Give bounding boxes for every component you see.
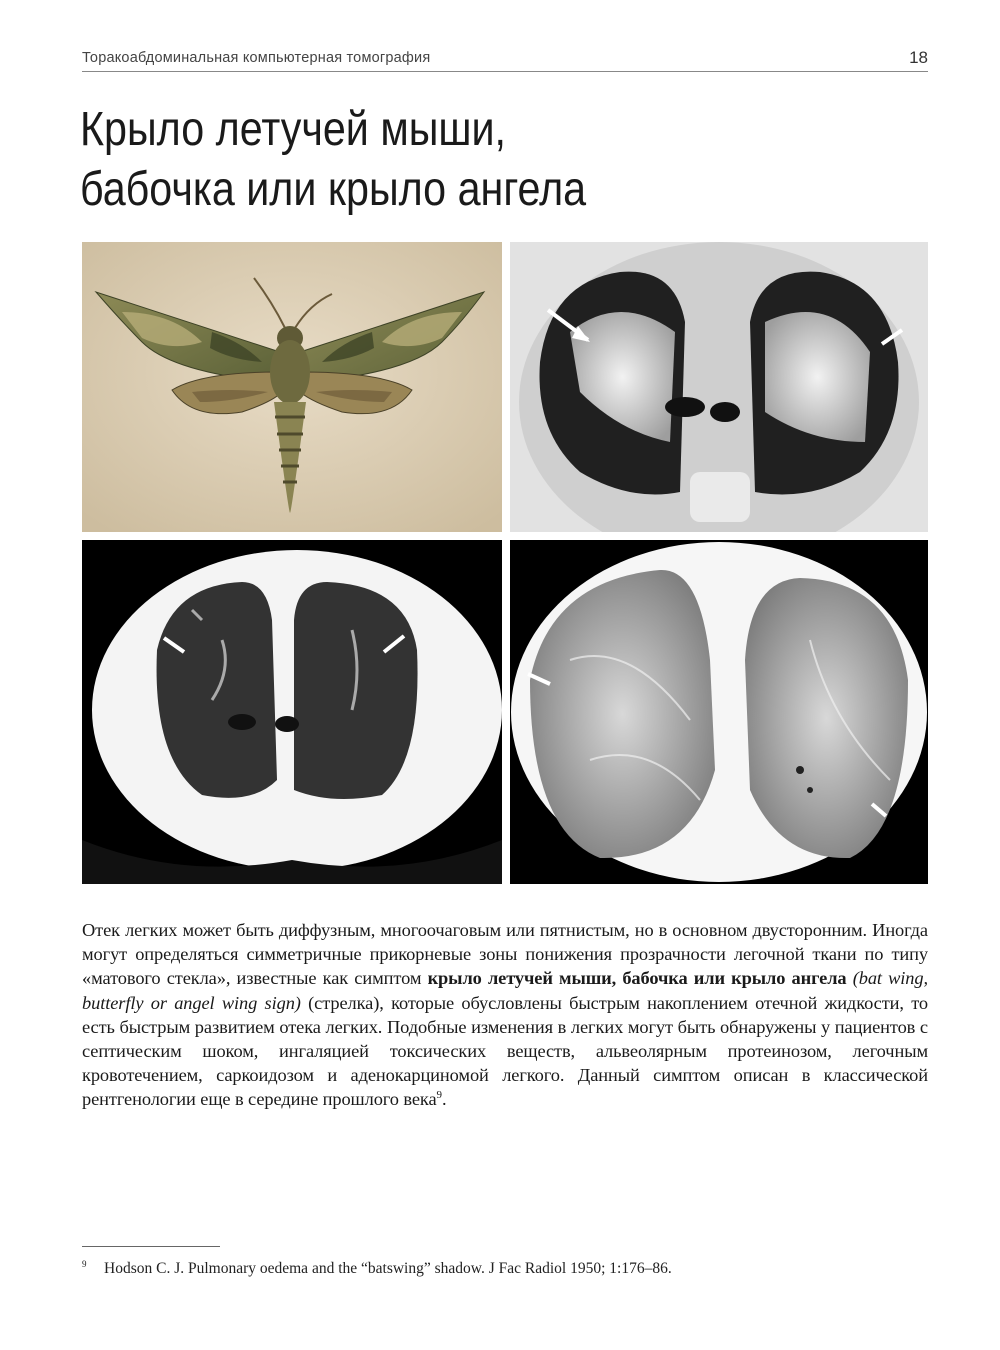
- term-bold: крыло летучей мыши, бабочка или крыло ангела: [427, 968, 847, 989]
- footnote: [82, 1254, 928, 1279]
- footnote-text: Hodson C. J. Pulmonary oedema and the “batswing” shadow. J Fac Radiol 1950; 1:176–86.: [104, 1260, 672, 1278]
- body-paragraph: [82, 918, 928, 1112]
- title-line-1: Крыло летучей мыши,: [80, 103, 507, 156]
- body-text-part-1: Отек легких может быть диффузным, многоочаговым или пятнистым, но в основном двусторонним. Иногда могут определяться симметричные прикорневые зоны понижения прозрачности легочной ткани по типу «матового стекла», известные как симптом: [82, 920, 928, 989]
- ct-scan-arrows: [82, 540, 502, 884]
- footnote-mark: 9: [82, 1259, 87, 1269]
- ct-scan-butterfly: [510, 242, 928, 532]
- moth-photo: [82, 242, 502, 532]
- ct-scan-diffuse: [510, 540, 928, 884]
- header-divider: [82, 71, 928, 72]
- page-number: 18: [909, 48, 928, 67]
- page-title: [80, 100, 820, 220]
- running-title: Торакоабдоминальная компьютерная томография: [82, 50, 431, 66]
- title-line-2: бабочка или крыло ангела: [80, 163, 587, 216]
- term-english-italic: (bat wing, butterfly or angel wing sign): [82, 968, 928, 1013]
- footnote-divider: [82, 1246, 220, 1247]
- body-text-end: .: [441, 1089, 447, 1110]
- page-header: [82, 48, 928, 70]
- footnote-reference[interactable]: 9: [436, 1089, 442, 1102]
- body-text-part-2: (стрелка), которые обусловлены быстрым накоплением отечной жидкости, то есть быстрым развитием отека легких. Подобные изменения в легких могут быть обнаружены у пациентов с септическим шоком, ингаляцией токсических веществ, альвеолярным протеинозом, легочным кровотечением, саркоидозом и аденокарциномой легкого. Данный симптом описан в классической рентгенологии еще в середине прошлого века: [82, 992, 928, 1110]
